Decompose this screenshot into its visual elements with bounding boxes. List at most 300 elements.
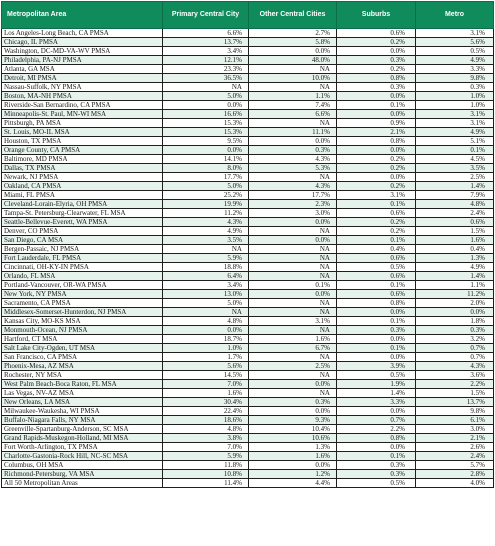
cell-metro: 1.1%	[416, 281, 494, 290]
cell-other-central-cities: 10.4%	[249, 425, 337, 434]
cell-other-central-cities: 7.4%	[249, 101, 337, 110]
cell-other-central-cities: 17.7%	[249, 191, 337, 200]
cell-primary-central-city: 3.4%	[163, 281, 249, 290]
cell-other-central-cities: 2.5%	[249, 362, 337, 371]
table-row	[2, 326, 494, 335]
cell-suburbs: 0.8%	[337, 74, 416, 83]
cell-other-central-cities: 4.3%	[249, 182, 337, 191]
cell-primary-central-city: 3.8%	[163, 434, 249, 443]
cell-metropolitan-area: Sacramento, CA PMSA	[2, 299, 163, 308]
cell-other-central-cities: NA	[249, 254, 337, 263]
cell-metropolitan-area: Buffalo-Niagara Falls, NY MSA	[2, 416, 163, 425]
cell-metro: 0.7%	[416, 353, 494, 362]
table-row	[2, 110, 494, 119]
table-body	[2, 29, 494, 488]
table-row	[2, 137, 494, 146]
cell-other-central-cities: NA	[249, 173, 337, 182]
table-row	[2, 200, 494, 209]
cell-other-central-cities: 1.6%	[249, 452, 337, 461]
table-row	[2, 344, 494, 353]
cell-suburbs: 0.8%	[337, 299, 416, 308]
cell-primary-central-city: 3.5%	[163, 236, 249, 245]
cell-primary-central-city: 13.7%	[163, 38, 249, 47]
table-row	[2, 65, 494, 74]
cell-other-central-cities: 1.2%	[249, 470, 337, 479]
cell-primary-central-city: 5.6%	[163, 362, 249, 371]
cell-suburbs: 0.3%	[337, 326, 416, 335]
cell-metropolitan-area: Greenville-Spartanburg-Anderson, SC MSA	[2, 425, 163, 434]
cell-suburbs: 0.8%	[337, 434, 416, 443]
cell-metropolitan-area: Denver, CO PMSA	[2, 227, 163, 236]
cell-other-central-cities: 5.3%	[249, 164, 337, 173]
cell-other-central-cities: 3.1%	[249, 317, 337, 326]
cell-other-central-cities: 48.0%	[249, 56, 337, 65]
cell-other-central-cities: NA	[249, 272, 337, 281]
cell-primary-central-city: 9.5%	[163, 137, 249, 146]
table-row	[2, 317, 494, 326]
cell-other-central-cities: 0.0%	[249, 47, 337, 56]
cell-metro: 2.4%	[416, 452, 494, 461]
cell-other-central-cities: NA	[249, 353, 337, 362]
cell-metropolitan-area: Tampa-St. Petersburg-Clearwater, FL MSA	[2, 209, 163, 218]
cell-metropolitan-area: Miami, FL PMSA	[2, 191, 163, 200]
cell-metropolitan-area: Portland-Vancouver, OR-WA PMSA	[2, 281, 163, 290]
cell-metropolitan-area: Seattle-Bellevue-Everett, WA PMSA	[2, 218, 163, 227]
table-row	[2, 38, 494, 47]
table-row	[2, 47, 494, 56]
cell-other-central-cities: NA	[249, 227, 337, 236]
cell-suburbs: 3.3%	[337, 398, 416, 407]
cell-metropolitan-area: Fort Lauderdale, FL PMSA	[2, 254, 163, 263]
cell-metropolitan-area: Orange County, CA PMSA	[2, 146, 163, 155]
cell-metropolitan-area: Riverside-San Bernardino, CA PMSA	[2, 101, 163, 110]
cell-metropolitan-area: Cincinnati, OH-KY-IN PMSA	[2, 263, 163, 272]
cell-metropolitan-area: St. Louis, MO-IL MSA	[2, 128, 163, 137]
cell-primary-central-city: 4.8%	[163, 317, 249, 326]
cell-other-central-cities: 1.3%	[249, 443, 337, 452]
cell-other-central-cities: 0.3%	[249, 146, 337, 155]
table-row	[2, 191, 494, 200]
header-metro: Metro	[416, 2, 494, 29]
cell-primary-central-city: 12.1%	[163, 56, 249, 65]
cell-other-central-cities: NA	[249, 299, 337, 308]
cell-primary-central-city: 11.4%	[163, 479, 249, 488]
cell-other-central-cities: NA	[249, 263, 337, 272]
cell-metropolitan-area: Kansas City, MO-KS MSA	[2, 317, 163, 326]
cell-metropolitan-area: Orlando, FL MSA	[2, 272, 163, 281]
cell-metro: 4.9%	[416, 263, 494, 272]
table-row	[2, 281, 494, 290]
cell-metropolitan-area: Hartford, CT MSA	[2, 335, 163, 344]
cell-metro: 4.0%	[416, 479, 494, 488]
cell-metro: 2.1%	[416, 434, 494, 443]
table-row	[2, 227, 494, 236]
cell-metropolitan-area: Atlanta, GA MSA	[2, 65, 163, 74]
cell-primary-central-city: 0.0%	[163, 101, 249, 110]
cell-metro: 2.0%	[416, 299, 494, 308]
cell-primary-central-city: 16.6%	[163, 110, 249, 119]
cell-suburbs: 0.1%	[337, 317, 416, 326]
cell-other-central-cities: 0.0%	[249, 137, 337, 146]
cell-other-central-cities: 2.3%	[249, 200, 337, 209]
cell-suburbs: 0.9%	[337, 119, 416, 128]
cell-primary-central-city: 5.9%	[163, 254, 249, 263]
header-metropolitan-area: Metropolitan Area	[2, 2, 163, 29]
table-row	[2, 155, 494, 164]
table-row	[2, 128, 494, 137]
cell-metro: 1.5%	[416, 227, 494, 236]
cell-metro: 3.3%	[416, 65, 494, 74]
table-row	[2, 299, 494, 308]
table-row	[2, 101, 494, 110]
cell-metro: 2.4%	[416, 209, 494, 218]
cell-primary-central-city: 23.3%	[163, 65, 249, 74]
cell-metro: 3.1%	[416, 119, 494, 128]
cell-other-central-cities: NA	[249, 326, 337, 335]
cell-metro: 4.9%	[416, 128, 494, 137]
cell-metropolitan-area: New Orleans, LA MSA	[2, 398, 163, 407]
table-row	[2, 443, 494, 452]
cell-metro: 1.6%	[416, 236, 494, 245]
cell-primary-central-city: 10.8%	[163, 470, 249, 479]
cell-primary-central-city: 15.3%	[163, 119, 249, 128]
cell-primary-central-city: NA	[163, 308, 249, 317]
cell-metropolitan-area: Bergen-Passaic, NJ PMSA	[2, 245, 163, 254]
cell-suburbs: 0.2%	[337, 182, 416, 191]
cell-primary-central-city: 1.6%	[163, 389, 249, 398]
cell-primary-central-city: 4.8%	[163, 425, 249, 434]
cell-metropolitan-area: Rochester, NY MSA	[2, 371, 163, 380]
cell-metro: 0.1%	[416, 146, 494, 155]
cell-other-central-cities: 2.7%	[249, 29, 337, 38]
table-row	[2, 119, 494, 128]
cell-metropolitan-area: Grand Rapids-Muskegon-Holland, MI MSA	[2, 434, 163, 443]
header-primary-central-city: Primary Central City	[163, 2, 249, 29]
table-row	[2, 272, 494, 281]
cell-suburbs: 0.8%	[337, 137, 416, 146]
cell-metropolitan-area: Columbus, OH MSA	[2, 461, 163, 470]
cell-metro: 9.8%	[416, 407, 494, 416]
cell-metro: 1.0%	[416, 101, 494, 110]
table-row	[2, 434, 494, 443]
table-row	[2, 461, 494, 470]
cell-metro: 7.9%	[416, 191, 494, 200]
table-row	[2, 92, 494, 101]
cell-suburbs: 0.1%	[337, 236, 416, 245]
cell-suburbs: 0.6%	[337, 254, 416, 263]
cell-primary-central-city: NA	[163, 245, 249, 254]
cell-metropolitan-area: West Palm Beach-Boca Raton, FL MSA	[2, 380, 163, 389]
table-row	[2, 236, 494, 245]
cell-other-central-cities: NA	[249, 83, 337, 92]
cell-primary-central-city: NA	[163, 83, 249, 92]
cell-other-central-cities: 0.0%	[249, 218, 337, 227]
cell-other-central-cities: NA	[249, 371, 337, 380]
cell-suburbs: 1.9%	[337, 380, 416, 389]
cell-other-central-cities: 3.0%	[249, 209, 337, 218]
cell-primary-central-city: 7.0%	[163, 380, 249, 389]
table-row	[2, 146, 494, 155]
cell-suburbs: 0.6%	[337, 209, 416, 218]
cell-metropolitan-area: Baltimore, MD PMSA	[2, 155, 163, 164]
cell-metro: 3.2%	[416, 335, 494, 344]
cell-suburbs: 0.4%	[337, 245, 416, 254]
cell-primary-central-city: 18.8%	[163, 263, 249, 272]
cell-other-central-cities: 5.8%	[249, 38, 337, 47]
table-row	[2, 218, 494, 227]
cell-other-central-cities: 0.3%	[249, 398, 337, 407]
table-row	[2, 335, 494, 344]
cell-primary-central-city: 1.7%	[163, 353, 249, 362]
table-row	[2, 56, 494, 65]
cell-suburbs: 0.1%	[337, 452, 416, 461]
cell-metropolitan-area: Los Angeles-Long Beach, CA PMSA	[2, 29, 163, 38]
cell-other-central-cities: NA	[249, 119, 337, 128]
cell-suburbs: 3.9%	[337, 362, 416, 371]
cell-metro: 4.3%	[416, 362, 494, 371]
cell-metropolitan-area: Charlotte-Gastonia-Rock Hill, NC-SC MSA	[2, 452, 163, 461]
cell-metro: 3.1%	[416, 29, 494, 38]
cell-suburbs: 0.0%	[337, 407, 416, 416]
cell-metro: 3.1%	[416, 110, 494, 119]
cell-primary-central-city: 7.0%	[163, 443, 249, 452]
cell-primary-central-city: 5.0%	[163, 182, 249, 191]
cell-metropolitan-area: Salt Lake City-Ogden, UT MSA	[2, 344, 163, 353]
table-row	[2, 380, 494, 389]
cell-other-central-cities: 1.1%	[249, 92, 337, 101]
cell-suburbs: 0.6%	[337, 290, 416, 299]
cell-other-central-cities: 1.6%	[249, 335, 337, 344]
cell-suburbs: 0.0%	[337, 353, 416, 362]
cell-metro: 4.9%	[416, 56, 494, 65]
cell-suburbs: 0.3%	[337, 461, 416, 470]
header-row	[2, 2, 494, 29]
cell-metro: 1.0%	[416, 92, 494, 101]
cell-metro: 0.3%	[416, 83, 494, 92]
cell-metropolitan-area: Detroit, MI PMSA	[2, 74, 163, 83]
cell-primary-central-city: 6.6%	[163, 29, 249, 38]
table-row	[2, 173, 494, 182]
cell-metropolitan-area: Pittsburgh, PA MSA	[2, 119, 163, 128]
table-row	[2, 254, 494, 263]
cell-metropolitan-area: Middlesex-Somerset-Hunterdon, NJ PMSA	[2, 308, 163, 317]
cell-metropolitan-area: Monmouth-Ocean, NJ PMSA	[2, 326, 163, 335]
table-row	[2, 29, 494, 38]
cell-other-central-cities: NA	[249, 308, 337, 317]
cell-suburbs: 0.5%	[337, 263, 416, 272]
cell-metropolitan-area: New York, NY PMSA	[2, 290, 163, 299]
table-row	[2, 74, 494, 83]
cell-primary-central-city: 4.3%	[163, 218, 249, 227]
cell-metro: 0.5%	[416, 47, 494, 56]
table-row	[2, 479, 494, 488]
cell-metro: 4.8%	[416, 200, 494, 209]
cell-suburbs: 0.0%	[337, 47, 416, 56]
cell-suburbs: 0.0%	[337, 443, 416, 452]
table-row	[2, 398, 494, 407]
cell-primary-central-city: 4.9%	[163, 227, 249, 236]
cell-suburbs: 0.2%	[337, 65, 416, 74]
cell-other-central-cities: 4.3%	[249, 155, 337, 164]
table-row	[2, 470, 494, 479]
cell-metro: 1.8%	[416, 317, 494, 326]
cell-metro: 0.4%	[416, 245, 494, 254]
cell-suburbs: 0.3%	[337, 470, 416, 479]
cell-metropolitan-area: Boston, MA-NH PMSA	[2, 92, 163, 101]
cell-metro: 6.1%	[416, 416, 494, 425]
cell-primary-central-city: 15.3%	[163, 128, 249, 137]
cell-primary-central-city: 36.5%	[163, 74, 249, 83]
cell-other-central-cities: NA	[249, 389, 337, 398]
cell-primary-central-city: 30.4%	[163, 398, 249, 407]
table-row	[2, 83, 494, 92]
cell-suburbs: 0.2%	[337, 155, 416, 164]
cell-primary-central-city: 19.9%	[163, 200, 249, 209]
cell-primary-central-city: 17.7%	[163, 173, 249, 182]
cell-suburbs: 1.4%	[337, 389, 416, 398]
cell-metro: 2.5%	[416, 173, 494, 182]
cell-primary-central-city: 5.0%	[163, 92, 249, 101]
cell-metro: 0.0%	[416, 308, 494, 317]
cell-primary-central-city: 1.0%	[163, 344, 249, 353]
cell-metropolitan-area: San Francisco, CA PMSA	[2, 353, 163, 362]
table-row	[2, 164, 494, 173]
cell-suburbs: 0.1%	[337, 101, 416, 110]
cell-metro: 3.6%	[416, 371, 494, 380]
cell-suburbs: 0.0%	[337, 92, 416, 101]
cell-metro: 2.2%	[416, 380, 494, 389]
cell-suburbs: 0.0%	[337, 308, 416, 317]
cell-other-central-cities: 6.6%	[249, 110, 337, 119]
cell-other-central-cities: 4.4%	[249, 479, 337, 488]
cell-metro: 5.6%	[416, 38, 494, 47]
cell-metro: 3.5%	[416, 164, 494, 173]
table-row	[2, 407, 494, 416]
cell-suburbs: 0.3%	[337, 83, 416, 92]
cell-other-central-cities: 0.0%	[249, 461, 337, 470]
cell-metropolitan-area: Las Vegas, NV-AZ MSA	[2, 389, 163, 398]
cell-metropolitan-area: Oakland, CA PMSA	[2, 182, 163, 191]
cell-metro: 3.0%	[416, 425, 494, 434]
cell-metro: 1.4%	[416, 272, 494, 281]
table-row	[2, 209, 494, 218]
header-suburbs: Suburbs	[337, 2, 416, 29]
cell-metro: 2.6%	[416, 443, 494, 452]
cell-metro: 2.8%	[416, 470, 494, 479]
cell-metropolitan-area: Nassau-Suffolk, NY PMSA	[2, 83, 163, 92]
cell-metro: 4.5%	[416, 155, 494, 164]
cell-suburbs: 0.0%	[337, 173, 416, 182]
cell-metro: 0.7%	[416, 344, 494, 353]
cell-primary-central-city: 22.4%	[163, 407, 249, 416]
cell-metro: 5.7%	[416, 461, 494, 470]
cell-primary-central-city: 11.8%	[163, 461, 249, 470]
cell-suburbs: 0.1%	[337, 200, 416, 209]
cell-metropolitan-area: Cleveland-Lorain-Elyria, OH PMSA	[2, 200, 163, 209]
cell-primary-central-city: 25.2%	[163, 191, 249, 200]
header-other-central-cities: Other Central Cities	[249, 2, 337, 29]
table-row	[2, 353, 494, 362]
cell-other-central-cities: 10.6%	[249, 434, 337, 443]
cell-metropolitan-area: Milwaukee-Waukesha, WI PMSA	[2, 407, 163, 416]
cell-other-central-cities: 10.0%	[249, 74, 337, 83]
cell-metro: 5.1%	[416, 137, 494, 146]
cell-metropolitan-area: All 50 Metropolitan Areas	[2, 479, 163, 488]
cell-metropolitan-area: Dallas, TX PMSA	[2, 164, 163, 173]
cell-suburbs: 0.2%	[337, 38, 416, 47]
cell-suburbs: 0.2%	[337, 164, 416, 173]
cell-metro: 1.4%	[416, 182, 494, 191]
cell-primary-central-city: 0.0%	[163, 146, 249, 155]
cell-metropolitan-area: Philadelphia, PA-NJ PMSA	[2, 56, 163, 65]
cell-suburbs: 0.5%	[337, 371, 416, 380]
table-row	[2, 416, 494, 425]
cell-primary-central-city: 13.0%	[163, 290, 249, 299]
cell-primary-central-city: 8.0%	[163, 164, 249, 173]
cell-primary-central-city: 5.9%	[163, 452, 249, 461]
cell-metropolitan-area: Fort Worth-Arlington, TX PMSA	[2, 443, 163, 452]
cell-suburbs: 2.1%	[337, 128, 416, 137]
table-row	[2, 362, 494, 371]
table-row	[2, 245, 494, 254]
cell-suburbs: 0.1%	[337, 281, 416, 290]
table-row	[2, 308, 494, 317]
cell-primary-central-city: 3.4%	[163, 47, 249, 56]
cell-primary-central-city: 6.4%	[163, 272, 249, 281]
cell-other-central-cities: 0.0%	[249, 380, 337, 389]
cell-metro: 1.5%	[416, 389, 494, 398]
cell-primary-central-city: 18.7%	[163, 335, 249, 344]
cell-primary-central-city: 11.2%	[163, 209, 249, 218]
cell-suburbs: 2.2%	[337, 425, 416, 434]
cell-metropolitan-area: Houston, TX PMSA	[2, 137, 163, 146]
cell-metropolitan-area: Newark, NJ PMSA	[2, 173, 163, 182]
cell-primary-central-city: 0.0%	[163, 326, 249, 335]
metro-area-table	[1, 1, 494, 488]
cell-metro: 9.8%	[416, 74, 494, 83]
cell-metropolitan-area: Phoenix-Mesa, AZ MSA	[2, 362, 163, 371]
cell-suburbs: 0.3%	[337, 56, 416, 65]
cell-suburbs: 3.1%	[337, 191, 416, 200]
table-header	[2, 2, 494, 29]
data-table-container	[1, 1, 493, 488]
cell-other-central-cities: NA	[249, 65, 337, 74]
cell-other-central-cities: 0.1%	[249, 281, 337, 290]
cell-other-central-cities: 6.7%	[249, 344, 337, 353]
table-row	[2, 371, 494, 380]
cell-suburbs: 0.6%	[337, 272, 416, 281]
cell-suburbs: 0.2%	[337, 227, 416, 236]
cell-metropolitan-area: Chicago, IL PMSA	[2, 38, 163, 47]
cell-metro: 11.2%	[416, 290, 494, 299]
cell-metro: 13.7%	[416, 398, 494, 407]
cell-primary-central-city: 14.5%	[163, 371, 249, 380]
cell-other-central-cities: 0.0%	[249, 236, 337, 245]
cell-metropolitan-area: Washington, DC-MD-VA-WV PMSA	[2, 47, 163, 56]
table-row	[2, 389, 494, 398]
cell-suburbs: 0.0%	[337, 335, 416, 344]
cell-other-central-cities: 0.0%	[249, 407, 337, 416]
cell-primary-central-city: 18.6%	[163, 416, 249, 425]
table-row	[2, 425, 494, 434]
table-row	[2, 452, 494, 461]
cell-metro: 1.3%	[416, 254, 494, 263]
cell-metropolitan-area: San Diego, CA MSA	[2, 236, 163, 245]
cell-suburbs: 0.0%	[337, 146, 416, 155]
cell-metropolitan-area: Richmond-Petersburg, VA MSA	[2, 470, 163, 479]
table-row	[2, 182, 494, 191]
cell-metro: 0.6%	[416, 218, 494, 227]
